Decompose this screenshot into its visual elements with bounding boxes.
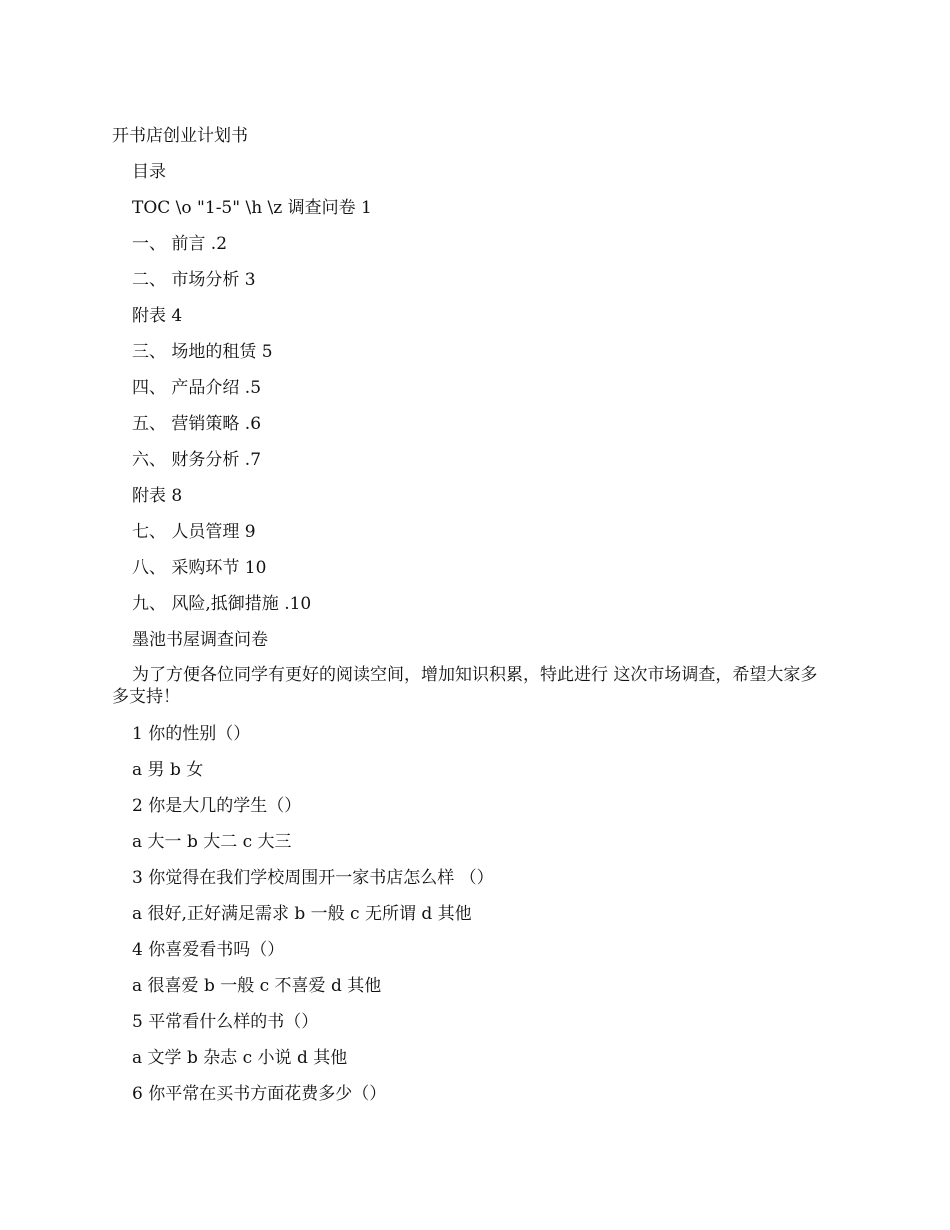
survey-options: a 很喜爱 b 一般 c 不喜爱 d 其他 <box>132 976 382 996</box>
survey-options: a 男 b 女 <box>132 760 204 780</box>
survey-options: a 大一 b 大二 c 大三 <box>132 832 292 852</box>
toc-entry: 七、 人员管理 9 <box>132 522 256 542</box>
survey-question: 3 你觉得在我们学校周围开一家书店怎么样 （） <box>132 868 494 888</box>
toc-entry: 附表 4 <box>132 306 183 326</box>
survey-question: 6 你平常在买书方面花费多少（） <box>132 1084 387 1104</box>
survey-options: a 很好,正好满足需求 b 一般 c 无所谓 d 其他 <box>132 904 472 924</box>
toc-entry: 三、 场地的租赁 5 <box>132 342 273 362</box>
survey-question: 4 你喜爱看书吗（） <box>132 940 285 960</box>
survey-title: 墨池书屋调查问卷 <box>132 630 268 650</box>
toc-entry: 六、 财务分析 .7 <box>132 450 262 470</box>
toc-entry: 二、 市场分析 3 <box>132 270 256 290</box>
toc-entry: 五、 营销策略 .6 <box>132 414 262 434</box>
toc-entry: 四、 产品介绍 .5 <box>132 378 262 398</box>
toc-field-entry: TOC \o "1-5" \h \z 调查问卷 1 <box>132 198 372 218</box>
document-body <box>112 124 832 1118</box>
survey-options: a 文学 b 杂志 c 小说 d 其他 <box>132 1048 348 1068</box>
survey-question: 5 平常看什么样的书（） <box>132 1012 319 1032</box>
toc-heading: 目录 <box>132 162 166 182</box>
toc-entry: 九、 风险,抵御措施 .10 <box>132 594 312 614</box>
toc-entry: 一、 前言 .2 <box>132 234 228 254</box>
survey-question: 2 你是大几的学生（） <box>132 796 302 816</box>
toc-entry: 附表 8 <box>132 486 183 506</box>
survey-intro: 为了方便各位同学有更好的阅读空间，增加知识积累，特此进行 这次市场调查，希望大家多多支持！ <box>112 665 818 707</box>
survey-question: 1 你的性别（） <box>132 724 251 744</box>
toc-entry: 八、 采购环节 10 <box>132 558 267 578</box>
document-title: 开书店创业计划书 <box>112 126 248 146</box>
